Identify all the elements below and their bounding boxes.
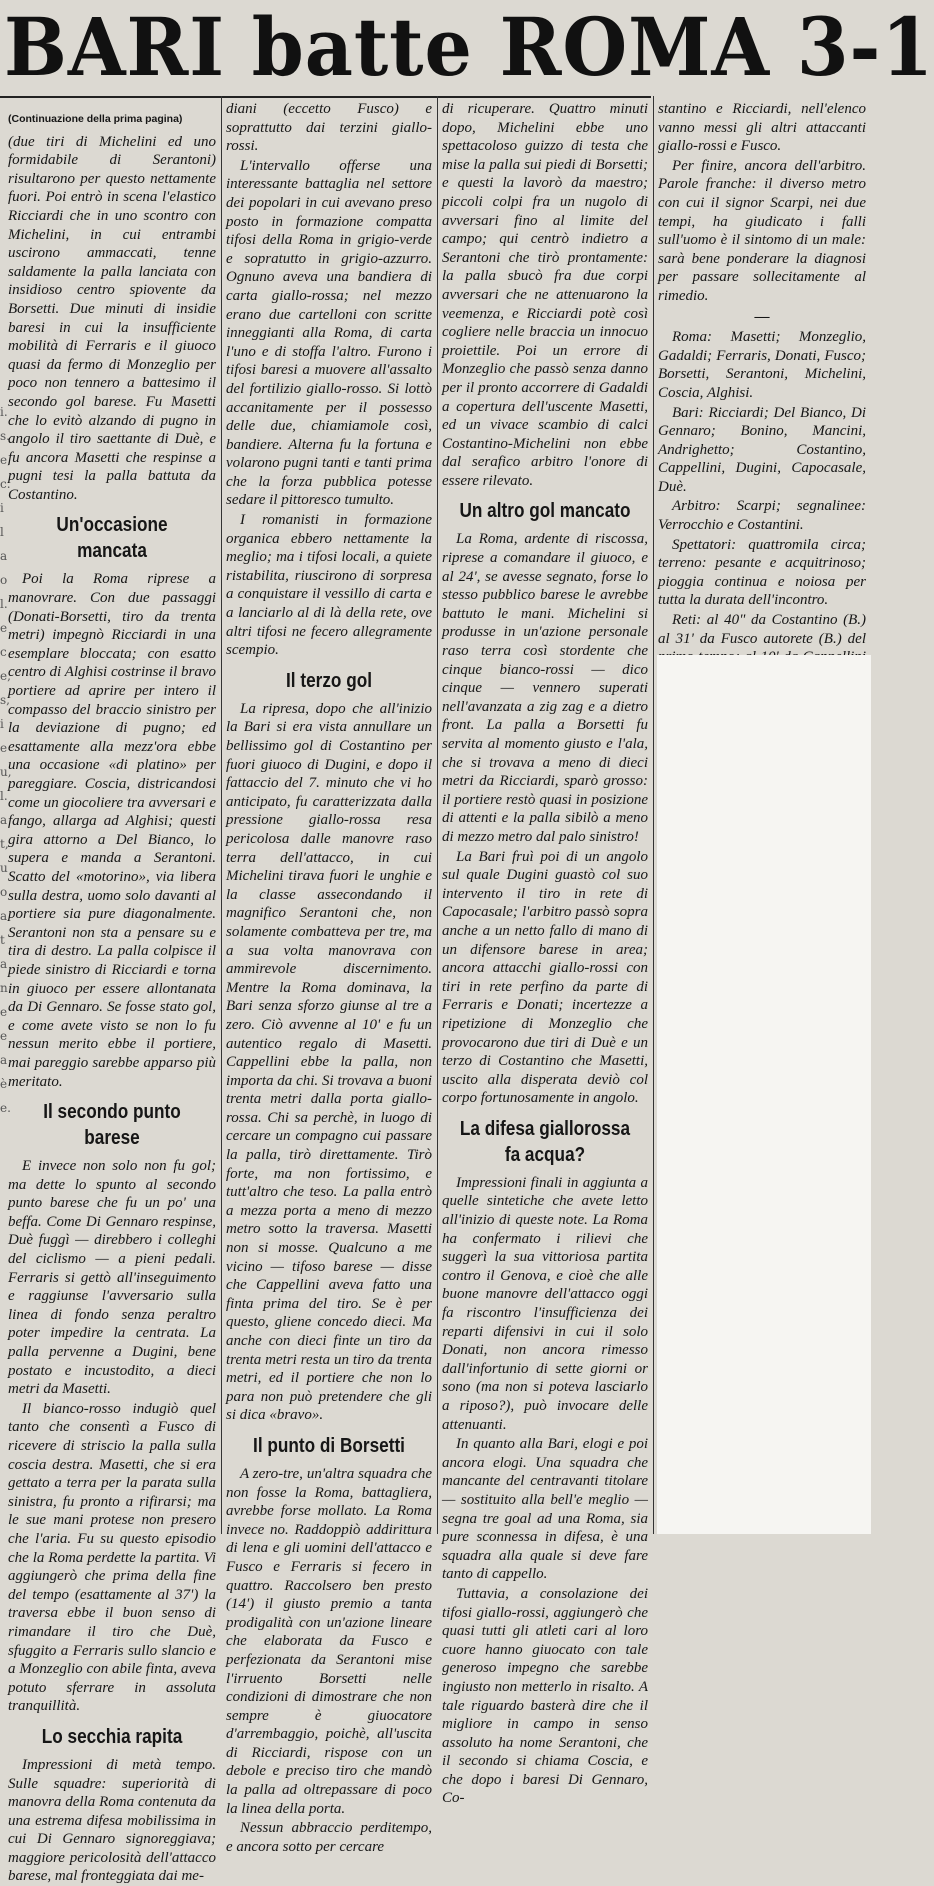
- col1-paragraph: Il bianco-rosso indugiò quel tanto che consentì a Fusco di ricevere di striscio la palla sulla coscia destra. Masetti, che si era gettato a terra per la parata sulla sinistra, fu pronto a rifirarsi; ma le sue mani protese non presero che l'aria. Fu su questo episodio che la Roma perdette la partita. Vi aggiungerò che prima della fine del tempo (esattamente al 37') la traversa ebbe il buon senso di rimandare il tiro che Duè, sfuggito a Ferraris sullo slancio e a Monzeglio con abile finta, aveva potuto sferrare in assoluta tranquillità.: [8, 1400, 216, 1715]
- separator-dash: —: [754, 308, 770, 325]
- col1-paragraph: E invece non solo non fu gol; ma dette lo spunto al secondo punto barese che fu un po' una beffa. Come Di Gennaro respinse, Duè fuggì — direbbero i colleghi del ciclismo — a pieni pedali. Ferraris si gettò all'inseguimento e raggiunse l'avversario sulla linea di fondo senza peraltro poter impedire la centrata. La palla pervenne a Dugini, bene postato e incustodito, a dieci metri da Masetti.: [8, 1158, 216, 1398]
- column-4: [658, 100, 866, 650]
- subhead-difesa-line1: La difesa giallorossa: [459, 1117, 631, 1140]
- col1-paragraph: (due tiri di Michelini ed uno formidabile di Serantoni) risultarono per questo nettamente fuori. Poi entrò in scena l'elastico Ricciardi che in uno scontro con Michelini, in cui entrambi uscirono ammaccati, tenne saldamente la palla lanciata con insidioso centro spiovente da Borsetti. Due minuti di insidie baresi in cui la insufficiente mobilità di Ferraris e il giuoco quasi da fermo di Monzeglio per poco non tennero a battesimo il secondo gol barese. Fu Masetti che lo evitò alzando di pugno in angolo il tiro saettante di Duè, e fu ancora Masetti che respinse a pugni tesi la palla battuta da Costantino.: [8, 133, 216, 503]
- col3-paragraph: In quanto alla Bari, elogi e poi ancora elogi. Una squadra che mancante del centravanti titolare — sostituito alla bell'e meglio — segna tre goal ad una Roma, sia pure sconnessa in difesa, è una squadra alla quale si deve fare tanto di cappello.: [442, 1436, 648, 1583]
- col2-paragraph: A zero-tre, un'altra squadra che non fosse la Roma, battagliera, avrebbe forse mollato. La Roma invece no. Raddoppiò addirittura di lena e gli uomini dell'attacco e Fusco e Ferraris si fecero in quattro. Raccolsero ben presto (14') il giusto premio a tanta prodigalità con un'azione lineare che elaborata da Fusco e perfezionata da Serantoni mise l'irruento Borsetti nelle condizioni di dimostrare che non sempre è giuocatore d'arrembaggio, poichè, all'uscita di Ricciardi, rispose con un debole e preciso tiro che mandò la palla ad oltrepassare di poco la linea della porta.: [226, 1465, 432, 1817]
- col2-paragraph: La ripresa, dopo che all'inizio la Bari si era vista annullare un bellissimo gol di Costantino per fuori giuoco di Dugini, e dopo il fattaccio del 7. minuto che vi ho anticipato, fu caratterizzata dalla pressione giallo-rossa resa pericolosa dalle manovre raso terra dell'attacco, in cui Michelini tirava fuori le unghie e la classe assecondando il magnifico Serantoni che, non solamente combatteva per tre, ma a sua volta manovrava con ammirevole discernimento. Mentre la Roma dominava, la Bari senza sforzo giunse al tre a zero. Ciò avvenne al 10' e fu un autentico regalo di Masetti. Cappellini ebbe la palla, non importa da chi. Si trovava a buoni trenta metri dalla porta giallo-rossa. Chi sa perchè, in luogo di cercare un compagno cui passare la palla, tirò direttamente. Tirò forte, ma non fortissimo, e tutt'altro che teso. La palla entrò a mezza porta a meno di mezzo metro sotto la traversa. Masetti non si mosse. Qualcuno a me vicino — tifoso barese — disse che Cappellini aveva fatto una finta prima del tiro. Se è per questo, gliene concedo dieci. Ma anche con dieci finte un tiro da trenta metri resta un tiro da trenta metri, ed il portiere che non lo para non può pretendere che gli si dica «bravo».: [226, 700, 432, 1424]
- col2-paragraph: Nessun abbraccio perditempo, e ancora sotto per cercare: [226, 1820, 432, 1855]
- col3-paragraph: La Roma, ardente di riscossa, riprese a comandare il giuoco, e al 24', se avesse segnato, forse lo stesso pubblico barese le avrebbe battuto le mani. Michelini si produsse in un'azione personale raso terra così stordente che cinque bianco-rossi — dico cinque — vennero superati nell'avanzata a zig zag e a dietro front. La palla a Borsetti fu servita al momento giusto e l'ala, che si trovava a meno di dieci metri da Ricciardi, sparò grosso: il portiere restò quasi in posizione di attenti e la palla sibilò a meno di mezzo metro dal palo sinistro!: [442, 531, 648, 845]
- column-1: [8, 96, 216, 1885]
- referee: Arbitro: Scarpi; segnalinee: Verrocchio e Costantini.: [658, 498, 866, 534]
- col1-paragraph: Poi la Roma riprese a manovrare. Con due passaggi (Donati-Borsetti, tiro da trenta metri) impegnò Ricciardi in una esemplare bloccata; con esatto centro di Alghisi costrinse il bravo portiere ad aprire per intero il compasso del braccio sinistro per la deviazione di pugno; ed esattamente alla mezz'ora ebbe una occasione «di platino» per pareggiare. Coscia, districandosi come un giocoliere tra avversari e fango, allarga ad Alghisi; questi gira attorno a Del Bianco, lo supera e manda a Serantoni. Scatto del «motorino», via libera sulla destra, uomo solo davanti al portiere sia pure diagonalmente. Serantoni non sta a pensare su e tira di destro. La palla colpisce il piede sinistro di Ricciardi e torna in giuoco per essere allontanata da Di Gennaro. Se fosse stato gol, e come avete visto se non lo fu nessun merito ebbe il portiere, mai pareggio sarebbe apparso più meritato.: [8, 571, 216, 1090]
- blank-area: [657, 655, 871, 1534]
- subhead-secondo-punto: Il secondo punto barese: [43, 1101, 181, 1150]
- torn-edge-letters: i. s. e, c. i l a o l. e c e, s, i e u, l. a t, u o a t a n e e a è e.: [0, 405, 12, 1115]
- subhead-difesa: [456, 1116, 633, 1168]
- lineup-roma: Roma: Masetti; Monzeglio, Gadaldi; Ferraris, Donati, Fusco; Borsetti, Serantoni, Michelini, Coscia, Alghisi.: [658, 329, 866, 401]
- column-rule-1: [221, 96, 222, 1534]
- col2-paragraph: I romanisti in formazione organica ebbero nettamente la meglio; ma i tifosi locali, a quiete ristabilita, riuscirono di sorpresa a conquistare il vessillo di carta e a lanciarlo al di là della rete, ove altri tifosi ne fecero allegramente scempio.: [226, 512, 432, 659]
- col2-paragraph: diani (eccetto Fusco) e soprattutto dai terzini giallo-rossi.: [226, 101, 432, 155]
- column-3: [442, 100, 648, 1807]
- col4-paragraph: Per finire, ancora dell'arbitro. Parole franche: il diverso metro con cui il signor Scarpi, nei due tempi, ha giudicato i falli sull'uomo è il sintomo di un male: sarà bene ponderare la diagnosi per passare sollecitamente al rimedio.: [658, 157, 866, 304]
- subhead-occasione: Un'occasione mancata: [56, 514, 168, 563]
- continuation-label: (Continuazione della prima pagina): [8, 113, 183, 125]
- column-2: [226, 100, 432, 1855]
- col3-paragraph: Impressioni finali in aggiunta a quelle sintetiche che avete letto all'inizio di queste note. La Roma ha confermato i rilievi che suggerì la sua vittoriosa partita contro il Genova, e cioè che alle buone manovre dell'attacco oggi fa riscontro l'insufficienza dei reparti difensivi in cui il solo Donati, non ancora rimesso dall'infortunio di sette giorni or sono (ma non si poteva lasciarlo a riposo?), può invocare delle attenuanti.: [442, 1174, 648, 1433]
- spectators: Spettatori: quattromila circa; terreno: pesante e acquitrinoso; pioggia continua e noiosa per tutta la durata dell'incontro.: [658, 536, 866, 609]
- subhead-altro-gol: Un altro gol mancato: [459, 500, 631, 523]
- column-rule-2: [437, 96, 438, 1534]
- col3-paragraph: di ricuperare. Quattro minuti dopo, Michelini ebbe uno spettacoloso guizzo di testa che mise la palla sui piedi di Borsetti; e questi la lavorò da maestro; piccoli colpi fra un nugolo di avversari fino al limite del campo; qui centrò indietro a Serantoni che tirò prontamente: la palla sbucò fra due corpi avversari che ne attenuarono la veemenza, e Ricciardi potè così cogliere nelle braccia un innocuo proiettile. Poi un errore di Monzeglio che passò senza danno per il pronto accorrere di Gadaldi a copertura dell'uscente Masetti, ed un vivace scambio di calci Costantino-Michelini non ebbe dal serafico arbitro l'onore di essere rilevato.: [442, 101, 648, 489]
- col3-paragraph: Tuttavia, a consolazione dei tifosi giallo-rossi, aggiungerò che quasi tutti gli atleti cari al loro cuore hanno giuocato con tale generoso impegno che sarebbe ingiusto non metterlo in risalto. A tale riguardo basterà dire che il migliore in campo in senso assoluto ha nome Serantoni, che il secondo si chiama Coscia, e che dopo i baresi Di Gennaro, Co-: [442, 1585, 648, 1807]
- subhead-terzo-gol: Il terzo gol: [286, 669, 372, 692]
- headline: BARI batte ROMA 3-1: [4, 0, 934, 94]
- subhead-punto-borsetti: Il punto di Borsetti: [253, 1434, 405, 1457]
- col4-paragraph: stantino e Ricciardi, nell'elenco vanno messi gli altri attaccanti giallo-rossi e Fusco.: [658, 101, 866, 155]
- col2-paragraph: L'intervallo offerse una interessante battaglia nel settore dei popolari in cui avevano preso posto in formazione compatta tifosi della Roma in grigio-verde e sopratutto in grigio-azzurro. Ognuno aveva una bandiera di carta giallo-rossa; nel mezzo erano due cartelloni con scritte inneggianti alla Roma, di carta l'uno e di stoffa l'altro. Furono i tifosi baresi a muovere all'assalto del fortilizio giallo-rosso. Si lottò accanitamente per il possesso delle due, chiamiamole così, bandiere. Alterna fu la fortuna e volarono pugni tanti e tanti prima che la forza pubblica potesse sedare il pittoresco tumulto.: [226, 157, 432, 509]
- subhead-secchia-rapita: Lo secchia rapita: [41, 1725, 183, 1748]
- subhead-difesa-line2: fa acqua?: [504, 1143, 586, 1166]
- col1-paragraph: Impressioni di metà tempo. Sulle squadre: superiorità di manovra della Roma contenuta da una estrema difesa mobilissima in cui Di Gennaro signoreggiava; maggiore pericolosità dell'attacco barese, mal fronteggiata dai me-: [8, 1756, 216, 1885]
- goals-summary: Reti: al 40" da Costantino (B.) al 31' da Fusco autorete (B.) del: [658, 612, 866, 647]
- col3-paragraph: La Bari fruì poi di un angolo sul quale Dugini guastò col suo intervento il tiro in rete di Capocasale; l'arbitro passò sopra anche a un netto fallo di mano di un difensore barese in area; ancora attacchi giallo-rossi con tiri in rete perfino da parte di Ferraris e Donati; incertezze a ripetizione di Monzeglio che provocarono due tiri di Duè e un terzo di Costantino che Masetti, uscito alla disperata deviò col corpo fortunosamente in angolo.: [442, 848, 648, 1107]
- lineup-bari: Bari: Ricciardi; Del Bianco, Di Gennaro; Bonino, Mancini, Andrighetto; Costantino, Cappellini, Dugini, Capocasale, Duè.: [658, 404, 866, 495]
- column-rule-3: [653, 96, 654, 1534]
